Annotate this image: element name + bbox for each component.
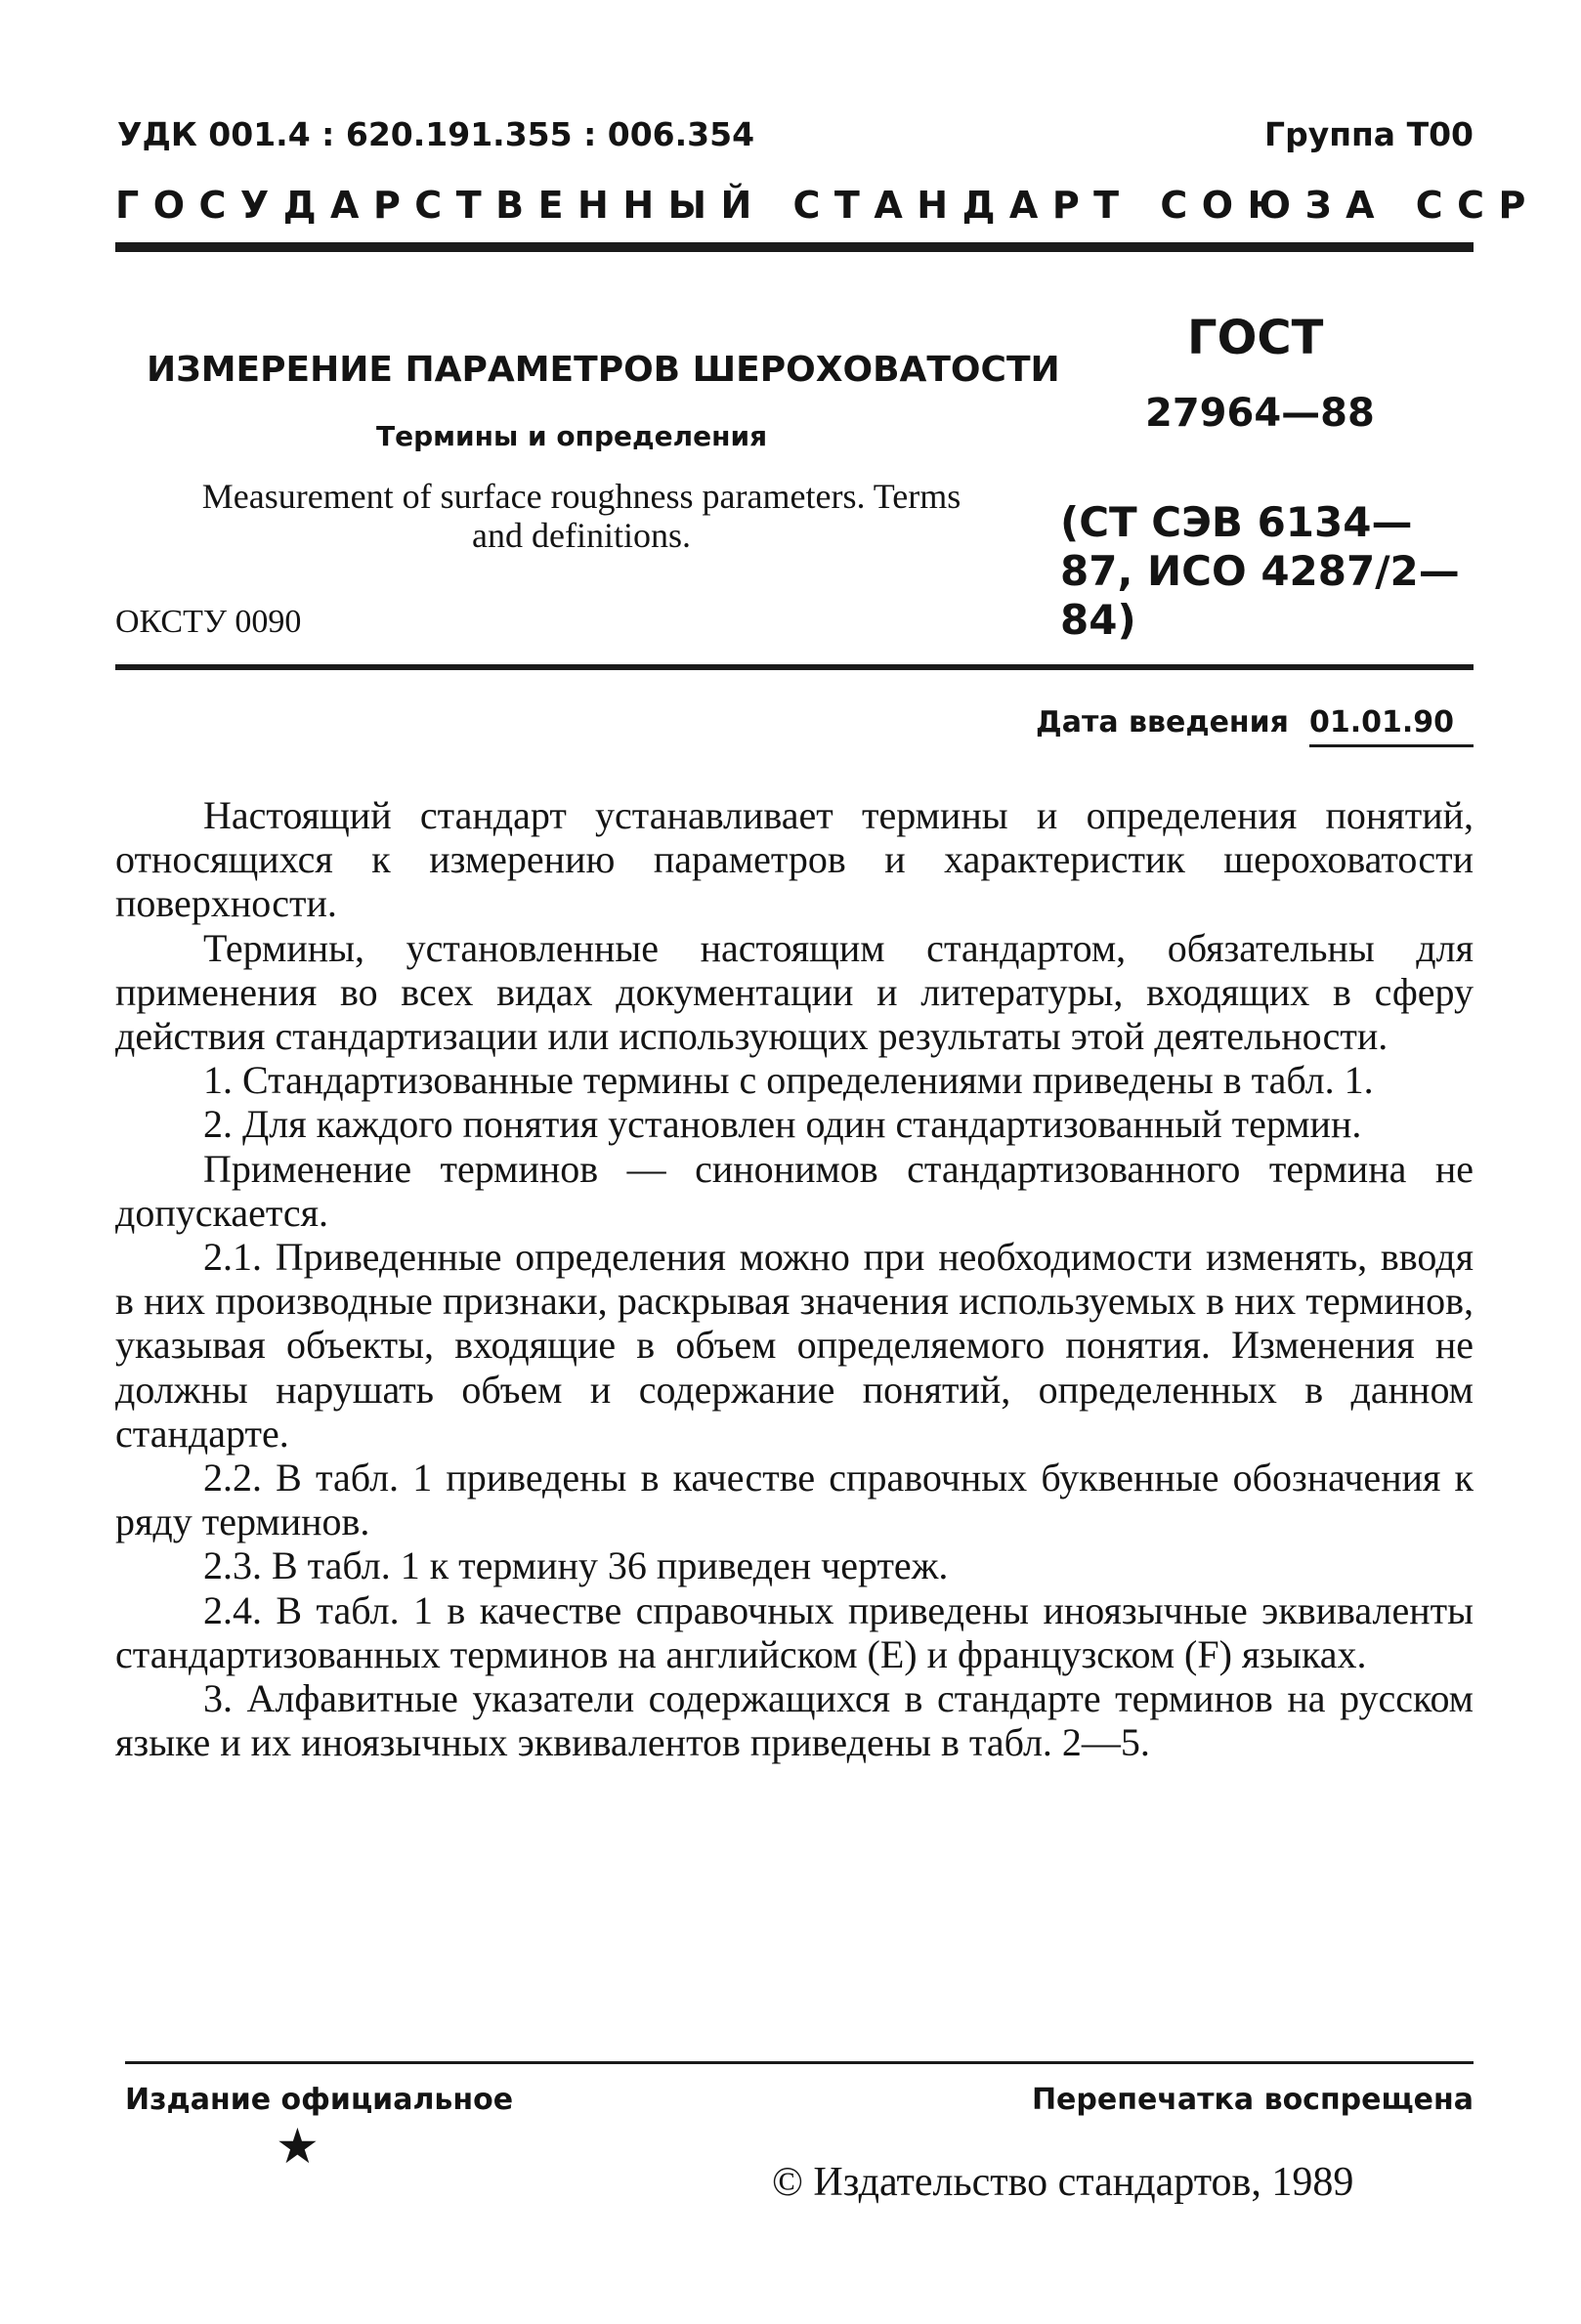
paragraph: 2.1. Приведенные определения можно при необходимости изменять, вводя в них производные признаки, раскрывая значения используемых в них терминов, указывая объекты, входящие в объем определяемого понятия. Изменения не должны нарушать объем и содержание понятий, определенных в данном стандарте. (115, 1235, 1474, 1456)
udk-code: УДК 001.4 : 620.191.355 : 006.354 (117, 115, 755, 153)
paragraph: 2. Для каждого понятия установлен один стандартизованный термин. (203, 1102, 1362, 1147)
body-text (115, 793, 1474, 1764)
gost-label: ГОСТ (1187, 311, 1324, 365)
copyright-notice: © Издательство стандартов, 1989 (772, 2160, 1354, 2205)
okstu-code: ОКСТУ 0090 (115, 604, 302, 640)
edition-note: Издание официальное (125, 2083, 514, 2117)
date-value: 01.01.90 (1309, 705, 1455, 739)
paragraph: Термины, установленные настоящим стандартом, обязательны для применения во всех видах документации и литературы, входящих в сферу действия стандартизации или использующих результаты этой деятельности. (115, 925, 1474, 1059)
title-rule (115, 664, 1474, 670)
date-underline (1309, 744, 1474, 747)
paragraph: 2.4. В табл. 1 в качестве справочных приведены иноязычные эквиваленты стандартизованных терминов на английском (Е) и французском (F) языках. (115, 1587, 1474, 1676)
document-subtitle: Термины и определения (376, 420, 768, 452)
standard-header-title: ГОСУДАРСТВЕННЫЙ СТАНДАРТ СОЮЗА ССР (115, 184, 1540, 227)
gost-number: 27964—88 (1145, 391, 1375, 436)
reprint-note: Перепечатка воспрещена (1031, 2083, 1474, 2117)
paragraph: Настоящий стандарт устанавливает термины и определения понятий, относящихся к измерению параметров и характеристик шероховатости поверхности. (115, 793, 1474, 926)
paragraph: Применение терминов — синонимов стандартизованного термина не допускается. (115, 1146, 1474, 1235)
group-code: Группа Т00 (1264, 115, 1474, 153)
footer-rule (125, 2061, 1474, 2064)
paragraph: 2.3. В табл. 1 к термину 36 приведен чертеж. (203, 1543, 949, 1588)
document-title: ИЗМЕРЕНИЕ ПАРАМЕТРОВ ШЕРОХОВАТОСТИ (147, 350, 1060, 390)
star-icon: ★ (276, 2118, 320, 2175)
cmea-reference: (СТ СЭВ 6134—87, ИСО 4287/2—84) (1060, 498, 1460, 644)
header-rule (115, 242, 1474, 252)
paragraph: 3. Алфавитные указатели содержащихся в стандарте терминов на русском языке и их иноязычных эквивалентов приведены в табл. 2—5. (115, 1676, 1474, 1765)
paragraph: 2.2. В табл. 1 приведены в качестве справочных буквенные обозначения к ряду терминов. (115, 1456, 1474, 1544)
date-label: Дата введения (1036, 705, 1289, 739)
english-title: Measurement of surface roughness parameters. Terms and definitions. (201, 477, 961, 555)
paragraph: 1. Стандартизованные термины с определениями приведены в табл. 1. (203, 1058, 1374, 1103)
